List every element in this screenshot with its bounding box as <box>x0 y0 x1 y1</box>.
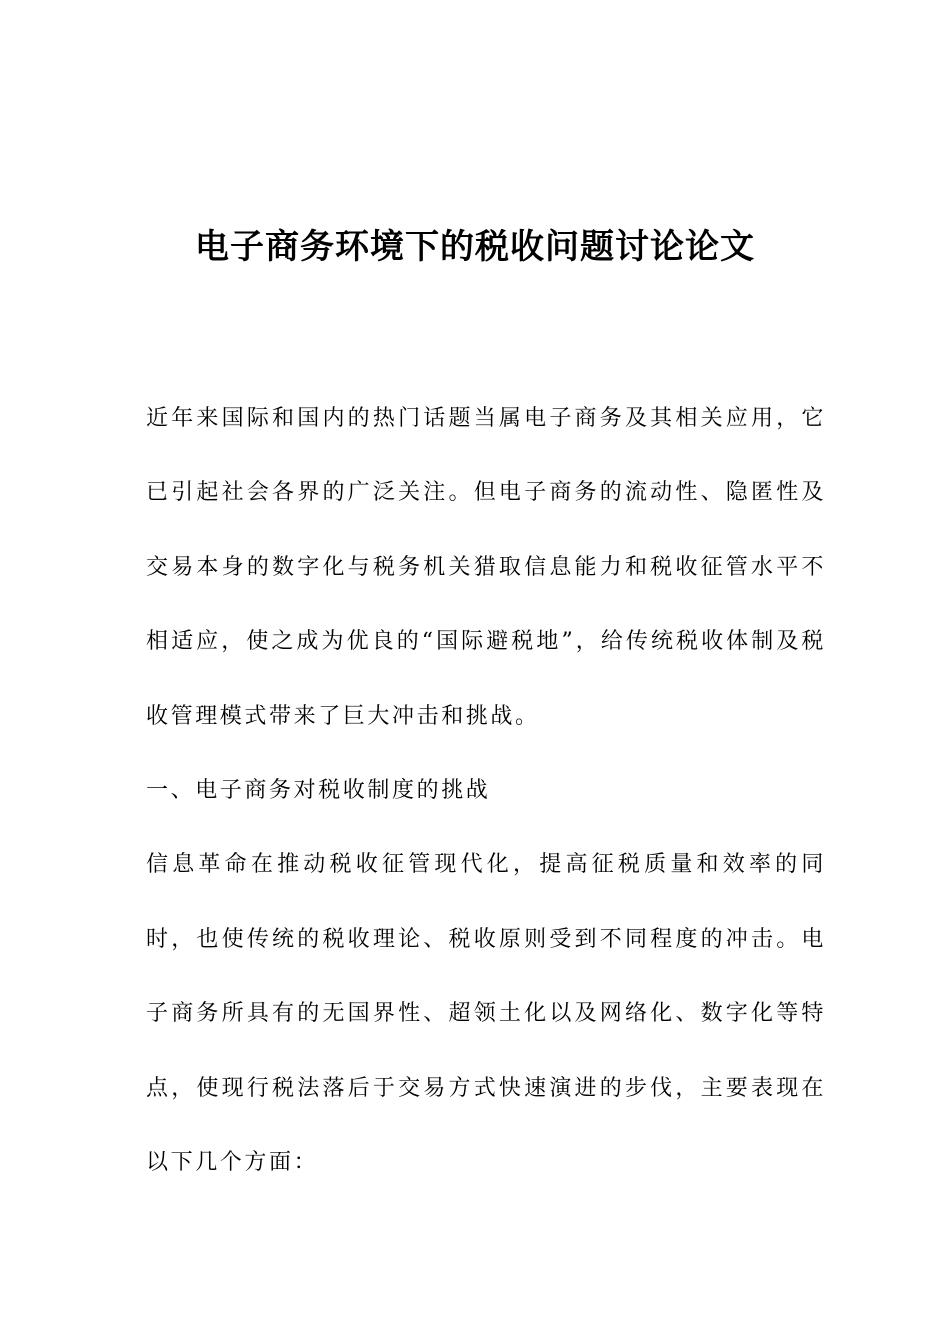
document-body <box>146 382 826 1200</box>
document-title: 电子商务环境下的税收问题讨论论文 <box>195 227 755 267</box>
paragraph-section-one: 信息革命在推动税收征管现代化，提高征税质量和效率的同时，也使传统的税收理论、税收原则受到不同程度的冲击。电子商务所具有的无国界性、超领土化以及网络化、数字化等特点，使现行税法落后于交易方式快速演进的步伐，主要表现在以下几个方面： <box>146 852 826 1176</box>
section-heading: 一、电子商务对税收制度的挑战 <box>146 778 491 804</box>
paragraph-intro: 近年来国际和国内的热门话题当属电子商务及其相关应用，它已引起社会各界的广泛关注。但电子商务的流动性、隐匿性及交易本身的数字化与税务机关猎取信息能力和税收征管水平不相适应，使之成为优良的“国际避税地”，给传统税收体制及税收管理模式带来了巨大冲击和挑战。 <box>146 406 826 729</box>
